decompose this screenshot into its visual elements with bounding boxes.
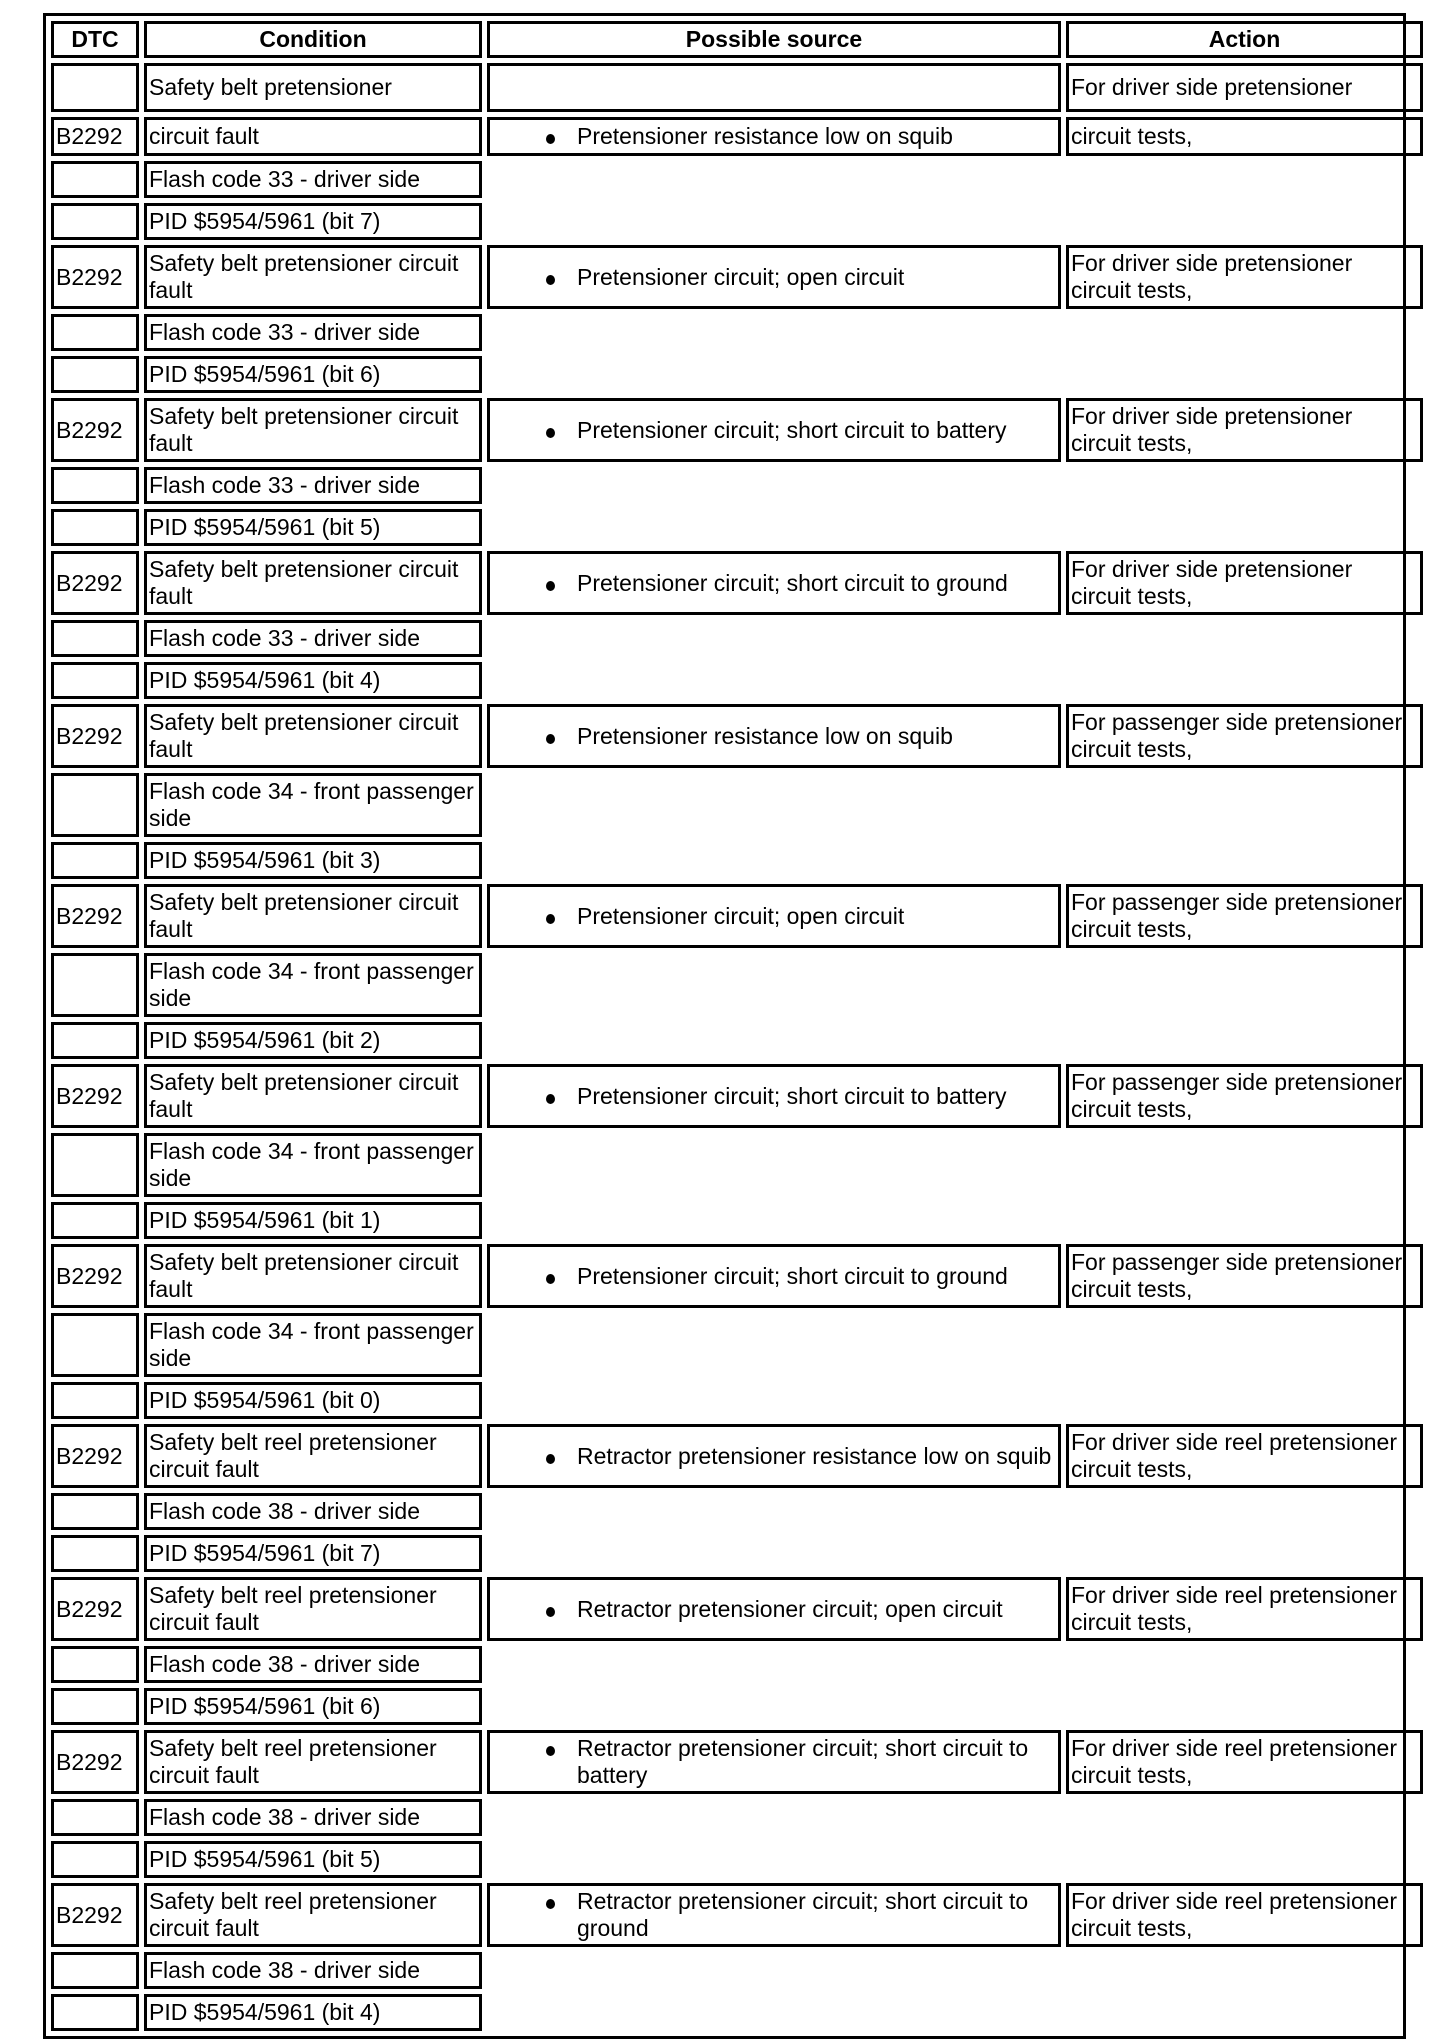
condition-cell-text: Flash code 34 - front passenger side (149, 1318, 474, 1371)
action-cell-text: For passenger side pretensioner circuit tests, (1071, 709, 1403, 762)
condition-cell-text: Flash code 33 - driver side (149, 319, 421, 345)
table-subrow (51, 1688, 1423, 1725)
action-cell-text: For passenger side pretensioner circuit tests, (1071, 1249, 1403, 1302)
condition-cell-text: Flash code 34 - front passenger side (149, 778, 474, 831)
table-row (51, 117, 1423, 156)
condition-cell (144, 662, 482, 699)
empty-cell (487, 1022, 1423, 1059)
possible-source-cell (487, 551, 1061, 615)
condition-cell-text: Flash code 33 - driver side (149, 472, 421, 498)
possible-source-cell (487, 117, 1061, 156)
possible-source-cell (487, 398, 1061, 462)
condition-cell (144, 842, 482, 879)
empty-cell (487, 509, 1423, 546)
table-row (51, 1424, 1423, 1488)
table-row (51, 551, 1423, 615)
action-cell (1066, 1064, 1423, 1128)
condition-cell (144, 1202, 482, 1239)
condition-cell-text: Safety belt pretensioner circuit fault (149, 403, 459, 456)
empty-cell (487, 1994, 1423, 2031)
condition-cell-text: Safety belt reel pretensioner circuit fault (149, 1888, 437, 1941)
condition-cell-text: PID $5954/5961 (bit 0) (149, 1387, 381, 1413)
condition-cell-text: Flash code 34 - front passenger side (149, 958, 474, 1011)
action-cell (1066, 1577, 1423, 1641)
condition-cell (144, 398, 482, 462)
condition-cell-text: circuit fault (149, 123, 259, 149)
dtc-cell (51, 884, 139, 948)
table-subrow (51, 1313, 1423, 1377)
condition-cell-text: Flash code 33 - driver side (149, 625, 421, 651)
possible-source-cell (487, 1577, 1061, 1641)
condition-cell-text: Flash code 33 - driver side (149, 166, 421, 192)
dtc-cell (51, 1133, 139, 1197)
dtc-cell-text: B2292 (56, 1901, 123, 1928)
empty-cell (487, 620, 1423, 657)
action-cell-text: For driver side reel pretensioner circuit tests, (1071, 1735, 1397, 1788)
condition-cell (144, 704, 482, 768)
condition-cell (144, 1952, 482, 1989)
dtc-cell (51, 1952, 139, 1989)
dtc-cell-text: B2292 (56, 1748, 123, 1775)
dtc-cell (51, 1646, 139, 1683)
dtc-cell (51, 1883, 139, 1947)
dtc-cell-text: B2292 (56, 416, 123, 443)
empty-cell (487, 1841, 1423, 1878)
possible-source-cell-text: Retractor pretensioner circuit; open circuit (492, 1596, 1056, 1623)
condition-cell-text: Safety belt pretensioner circuit fault (149, 889, 459, 942)
table-subrow (51, 1022, 1423, 1059)
condition-cell (144, 1424, 482, 1488)
empty-cell (487, 662, 1423, 699)
dtc-cell-text: B2292 (56, 722, 123, 749)
dtc-cell (51, 63, 139, 112)
condition-cell (144, 1022, 482, 1059)
table-row (51, 884, 1423, 948)
action-cell (1066, 884, 1423, 948)
condition-cell (144, 1883, 482, 1947)
condition-cell-text: Safety belt pretensioner circuit fault (149, 1069, 459, 1122)
table-row (51, 1577, 1423, 1641)
dtc-cell (51, 203, 139, 240)
dtc-table (46, 16, 1428, 2036)
condition-cell (144, 203, 482, 240)
table-row (51, 245, 1423, 309)
empty-cell (487, 1535, 1423, 1572)
condition-cell (144, 1493, 482, 1530)
condition-cell-text: PID $5954/5961 (bit 2) (149, 1027, 381, 1053)
dtc-cell (51, 1202, 139, 1239)
condition-cell-text: Safety belt pretensioner circuit fault (149, 709, 459, 762)
action-cell (1066, 63, 1423, 112)
dtc-cell (51, 509, 139, 546)
action-cell (1066, 117, 1423, 156)
dtc-cell (51, 1064, 139, 1128)
possible-source-cell (487, 884, 1061, 948)
dtc-cell (51, 773, 139, 837)
dtc-cell (51, 1841, 139, 1878)
action-cell (1066, 1883, 1423, 1947)
empty-cell (487, 1799, 1423, 1836)
possible-source-cell-text: Retractor pretensioner circuit; short circuit to ground (492, 1888, 1056, 1942)
dtc-cell (51, 704, 139, 768)
empty-cell (487, 1688, 1423, 1725)
action-cell-text: For driver side reel pretensioner circuit tests, (1071, 1429, 1397, 1482)
dtc-cell (51, 1730, 139, 1794)
header-possible-source: Possible source (487, 21, 1061, 58)
table-subrow (51, 1202, 1423, 1239)
condition-cell (144, 884, 482, 948)
table-subrow (51, 773, 1423, 837)
condition-cell (144, 1730, 482, 1794)
possible-source-cell (487, 1064, 1061, 1128)
table-subrow (51, 467, 1423, 504)
table-subrow (51, 1646, 1423, 1683)
empty-cell (487, 161, 1423, 198)
condition-cell (144, 1577, 482, 1641)
condition-cell (144, 1313, 482, 1377)
table-row (51, 63, 1423, 112)
empty-cell (487, 314, 1423, 351)
action-cell-text: For driver side reel pretensioner circuit tests, (1071, 1582, 1397, 1635)
empty-cell (487, 773, 1423, 837)
action-cell-text: For passenger side pretensioner circuit tests, (1071, 1069, 1403, 1122)
table-subrow (51, 1133, 1423, 1197)
empty-cell (487, 356, 1423, 393)
dtc-cell (51, 1688, 139, 1725)
possible-source-cell (487, 1424, 1061, 1488)
dtc-cell (51, 356, 139, 393)
header-condition: Condition (144, 21, 482, 58)
condition-cell-text: Flash code 38 - driver side (149, 1804, 421, 1830)
condition-cell-text: Flash code 38 - driver side (149, 1651, 421, 1677)
condition-cell (144, 314, 482, 351)
action-cell-text: For driver side pretensioner circuit tests, (1071, 556, 1353, 609)
condition-cell (144, 1535, 482, 1572)
dtc-cell-text: B2292 (56, 569, 123, 596)
dtc-cell (51, 117, 139, 156)
condition-cell (144, 161, 482, 198)
action-cell (1066, 1424, 1423, 1488)
action-cell (1066, 245, 1423, 309)
empty-cell (487, 1952, 1423, 1989)
dtc-table-frame (43, 13, 1406, 2039)
condition-cell (144, 1064, 482, 1128)
condition-cell (144, 1841, 482, 1878)
table-subrow (51, 1799, 1423, 1836)
condition-cell (144, 1688, 482, 1725)
condition-cell-text: Flash code 34 - front passenger side (149, 1138, 474, 1191)
condition-cell-text: Safety belt reel pretensioner circuit fault (149, 1429, 437, 1482)
condition-cell (144, 1799, 482, 1836)
table-row (51, 1883, 1423, 1947)
empty-cell (487, 953, 1423, 1017)
dtc-cell (51, 662, 139, 699)
possible-source-cell (487, 245, 1061, 309)
dtc-cell (51, 1493, 139, 1530)
empty-cell (487, 203, 1423, 240)
action-cell-text: For driver side pretensioner (1071, 74, 1353, 100)
dtc-cell-text: B2292 (56, 123, 123, 149)
condition-cell (144, 245, 482, 309)
possible-source-cell (487, 1883, 1061, 1947)
action-cell-text: circuit tests, (1071, 123, 1193, 149)
empty-cell (487, 1382, 1423, 1419)
dtc-cell (51, 1424, 139, 1488)
condition-cell (144, 551, 482, 615)
action-cell (1066, 398, 1423, 462)
possible-source-cell (487, 63, 1061, 112)
condition-cell-text: PID $5954/5961 (bit 3) (149, 847, 381, 873)
dtc-cell (51, 161, 139, 198)
condition-cell (144, 773, 482, 837)
condition-cell-text: PID $5954/5961 (bit 4) (149, 667, 381, 693)
table-subrow (51, 1535, 1423, 1572)
table-subrow (51, 161, 1423, 198)
possible-source-cell (487, 1730, 1061, 1794)
possible-source-cell-text: Pretensioner resistance low on squib (492, 723, 1056, 750)
table-row (51, 704, 1423, 768)
condition-cell-text: Flash code 38 - driver side (149, 1498, 421, 1524)
condition-cell-text: PID $5954/5961 (bit 1) (149, 1207, 381, 1233)
dtc-cell-text: B2292 (56, 1262, 123, 1289)
table-body (51, 63, 1423, 2031)
condition-cell-text: PID $5954/5961 (bit 7) (149, 208, 381, 234)
possible-source-cell-text: Retractor pretensioner resistance low on squib (492, 1443, 1056, 1470)
table-subrow (51, 356, 1423, 393)
possible-source-cell-text: Retractor pretensioner circuit; short circuit to battery (492, 1735, 1056, 1789)
dtc-cell-text: B2292 (56, 1082, 123, 1109)
possible-source-cell-text: Pretensioner circuit; short circuit to ground (492, 1263, 1056, 1290)
dtc-cell (51, 1994, 139, 2031)
dtc-cell (51, 314, 139, 351)
action-cell (1066, 1730, 1423, 1794)
action-cell-text: For driver side pretensioner circuit tests, (1071, 250, 1353, 303)
empty-cell (487, 1133, 1423, 1197)
action-cell (1066, 704, 1423, 768)
table-row (51, 1064, 1423, 1128)
dtc-cell (51, 467, 139, 504)
condition-cell (144, 1244, 482, 1308)
dtc-cell (51, 1022, 139, 1059)
condition-cell (144, 1994, 482, 2031)
condition-cell-text: PID $5954/5961 (bit 7) (149, 1540, 381, 1566)
table-subrow (51, 1493, 1423, 1530)
table-subrow (51, 1382, 1423, 1419)
condition-cell-text: PID $5954/5961 (bit 5) (149, 1846, 381, 1872)
possible-source-cell (487, 1244, 1061, 1308)
dtc-cell (51, 1382, 139, 1419)
dtc-cell (51, 1535, 139, 1572)
dtc-cell (51, 953, 139, 1017)
table-subrow (51, 842, 1423, 879)
condition-cell (144, 620, 482, 657)
empty-cell (487, 467, 1423, 504)
condition-cell (144, 509, 482, 546)
table-row (51, 398, 1423, 462)
condition-cell-text: Safety belt pretensioner (149, 74, 392, 100)
empty-cell (487, 1313, 1423, 1377)
empty-cell (487, 1493, 1423, 1530)
action-cell-text: For passenger side pretensioner circuit tests, (1071, 889, 1403, 942)
table-subrow (51, 314, 1423, 351)
table-subrow (51, 620, 1423, 657)
action-cell (1066, 1244, 1423, 1308)
condition-cell (144, 63, 482, 112)
possible-source-cell-text: Pretensioner circuit; open circuit (492, 264, 1056, 291)
possible-source-cell-text: Pretensioner resistance low on squib (492, 123, 1056, 150)
condition-cell (144, 1133, 482, 1197)
dtc-cell (51, 1577, 139, 1641)
possible-source-cell (487, 704, 1061, 768)
dtc-cell (51, 1313, 139, 1377)
dtc-cell (51, 551, 139, 615)
table-subrow (51, 509, 1423, 546)
condition-cell-text: Safety belt reel pretensioner circuit fault (149, 1582, 437, 1635)
header-dtc: DTC (51, 21, 139, 58)
condition-cell (144, 1382, 482, 1419)
possible-source-cell-text: Pretensioner circuit; open circuit (492, 903, 1056, 930)
action-cell-text: For driver side reel pretensioner circuit tests, (1071, 1888, 1397, 1941)
dtc-cell (51, 1799, 139, 1836)
table-subrow (51, 1952, 1423, 1989)
condition-cell-text: PID $5954/5961 (bit 6) (149, 1693, 381, 1719)
table-row (51, 1730, 1423, 1794)
action-cell (1066, 551, 1423, 615)
dtc-cell (51, 620, 139, 657)
dtc-cell (51, 245, 139, 309)
condition-cell (144, 356, 482, 393)
table-subrow (51, 1994, 1423, 2031)
header-action: Action (1066, 21, 1423, 58)
table-subrow (51, 203, 1423, 240)
possible-source-cell-text: Pretensioner circuit; short circuit to ground (492, 570, 1056, 597)
condition-cell-text: PID $5954/5961 (bit 6) (149, 361, 381, 387)
condition-cell-text: PID $5954/5961 (bit 4) (149, 1999, 381, 2025)
dtc-cell (51, 398, 139, 462)
condition-cell-text: Safety belt pretensioner circuit fault (149, 556, 459, 609)
dtc-cell-text: B2292 (56, 1442, 123, 1469)
dtc-cell (51, 842, 139, 879)
condition-cell-text: Safety belt pretensioner circuit fault (149, 250, 459, 303)
table-subrow (51, 1841, 1423, 1878)
dtc-cell-text: B2292 (56, 263, 123, 290)
condition-cell (144, 953, 482, 1017)
table-subrow (51, 953, 1423, 1017)
empty-cell (487, 1646, 1423, 1683)
empty-cell (487, 1202, 1423, 1239)
possible-source-cell-text: Pretensioner circuit; short circuit to battery (492, 417, 1056, 444)
action-cell-text: For driver side pretensioner circuit tests, (1071, 403, 1353, 456)
condition-cell-text: Safety belt pretensioner circuit fault (149, 1249, 459, 1302)
condition-cell-text: Flash code 38 - driver side (149, 1957, 421, 1983)
dtc-cell-text: B2292 (56, 1595, 123, 1622)
possible-source-cell-text: Pretensioner circuit; short circuit to battery (492, 1083, 1056, 1110)
condition-cell-text: PID $5954/5961 (bit 5) (149, 514, 381, 540)
condition-cell-text: Safety belt reel pretensioner circuit fault (149, 1735, 437, 1788)
table-row (51, 1244, 1423, 1308)
condition-cell (144, 467, 482, 504)
table-subrow (51, 662, 1423, 699)
condition-cell (144, 117, 482, 156)
dtc-cell (51, 1244, 139, 1308)
empty-cell (487, 842, 1423, 879)
dtc-cell-text: B2292 (56, 902, 123, 929)
condition-cell (144, 1646, 482, 1683)
table-header-row (51, 21, 1423, 58)
